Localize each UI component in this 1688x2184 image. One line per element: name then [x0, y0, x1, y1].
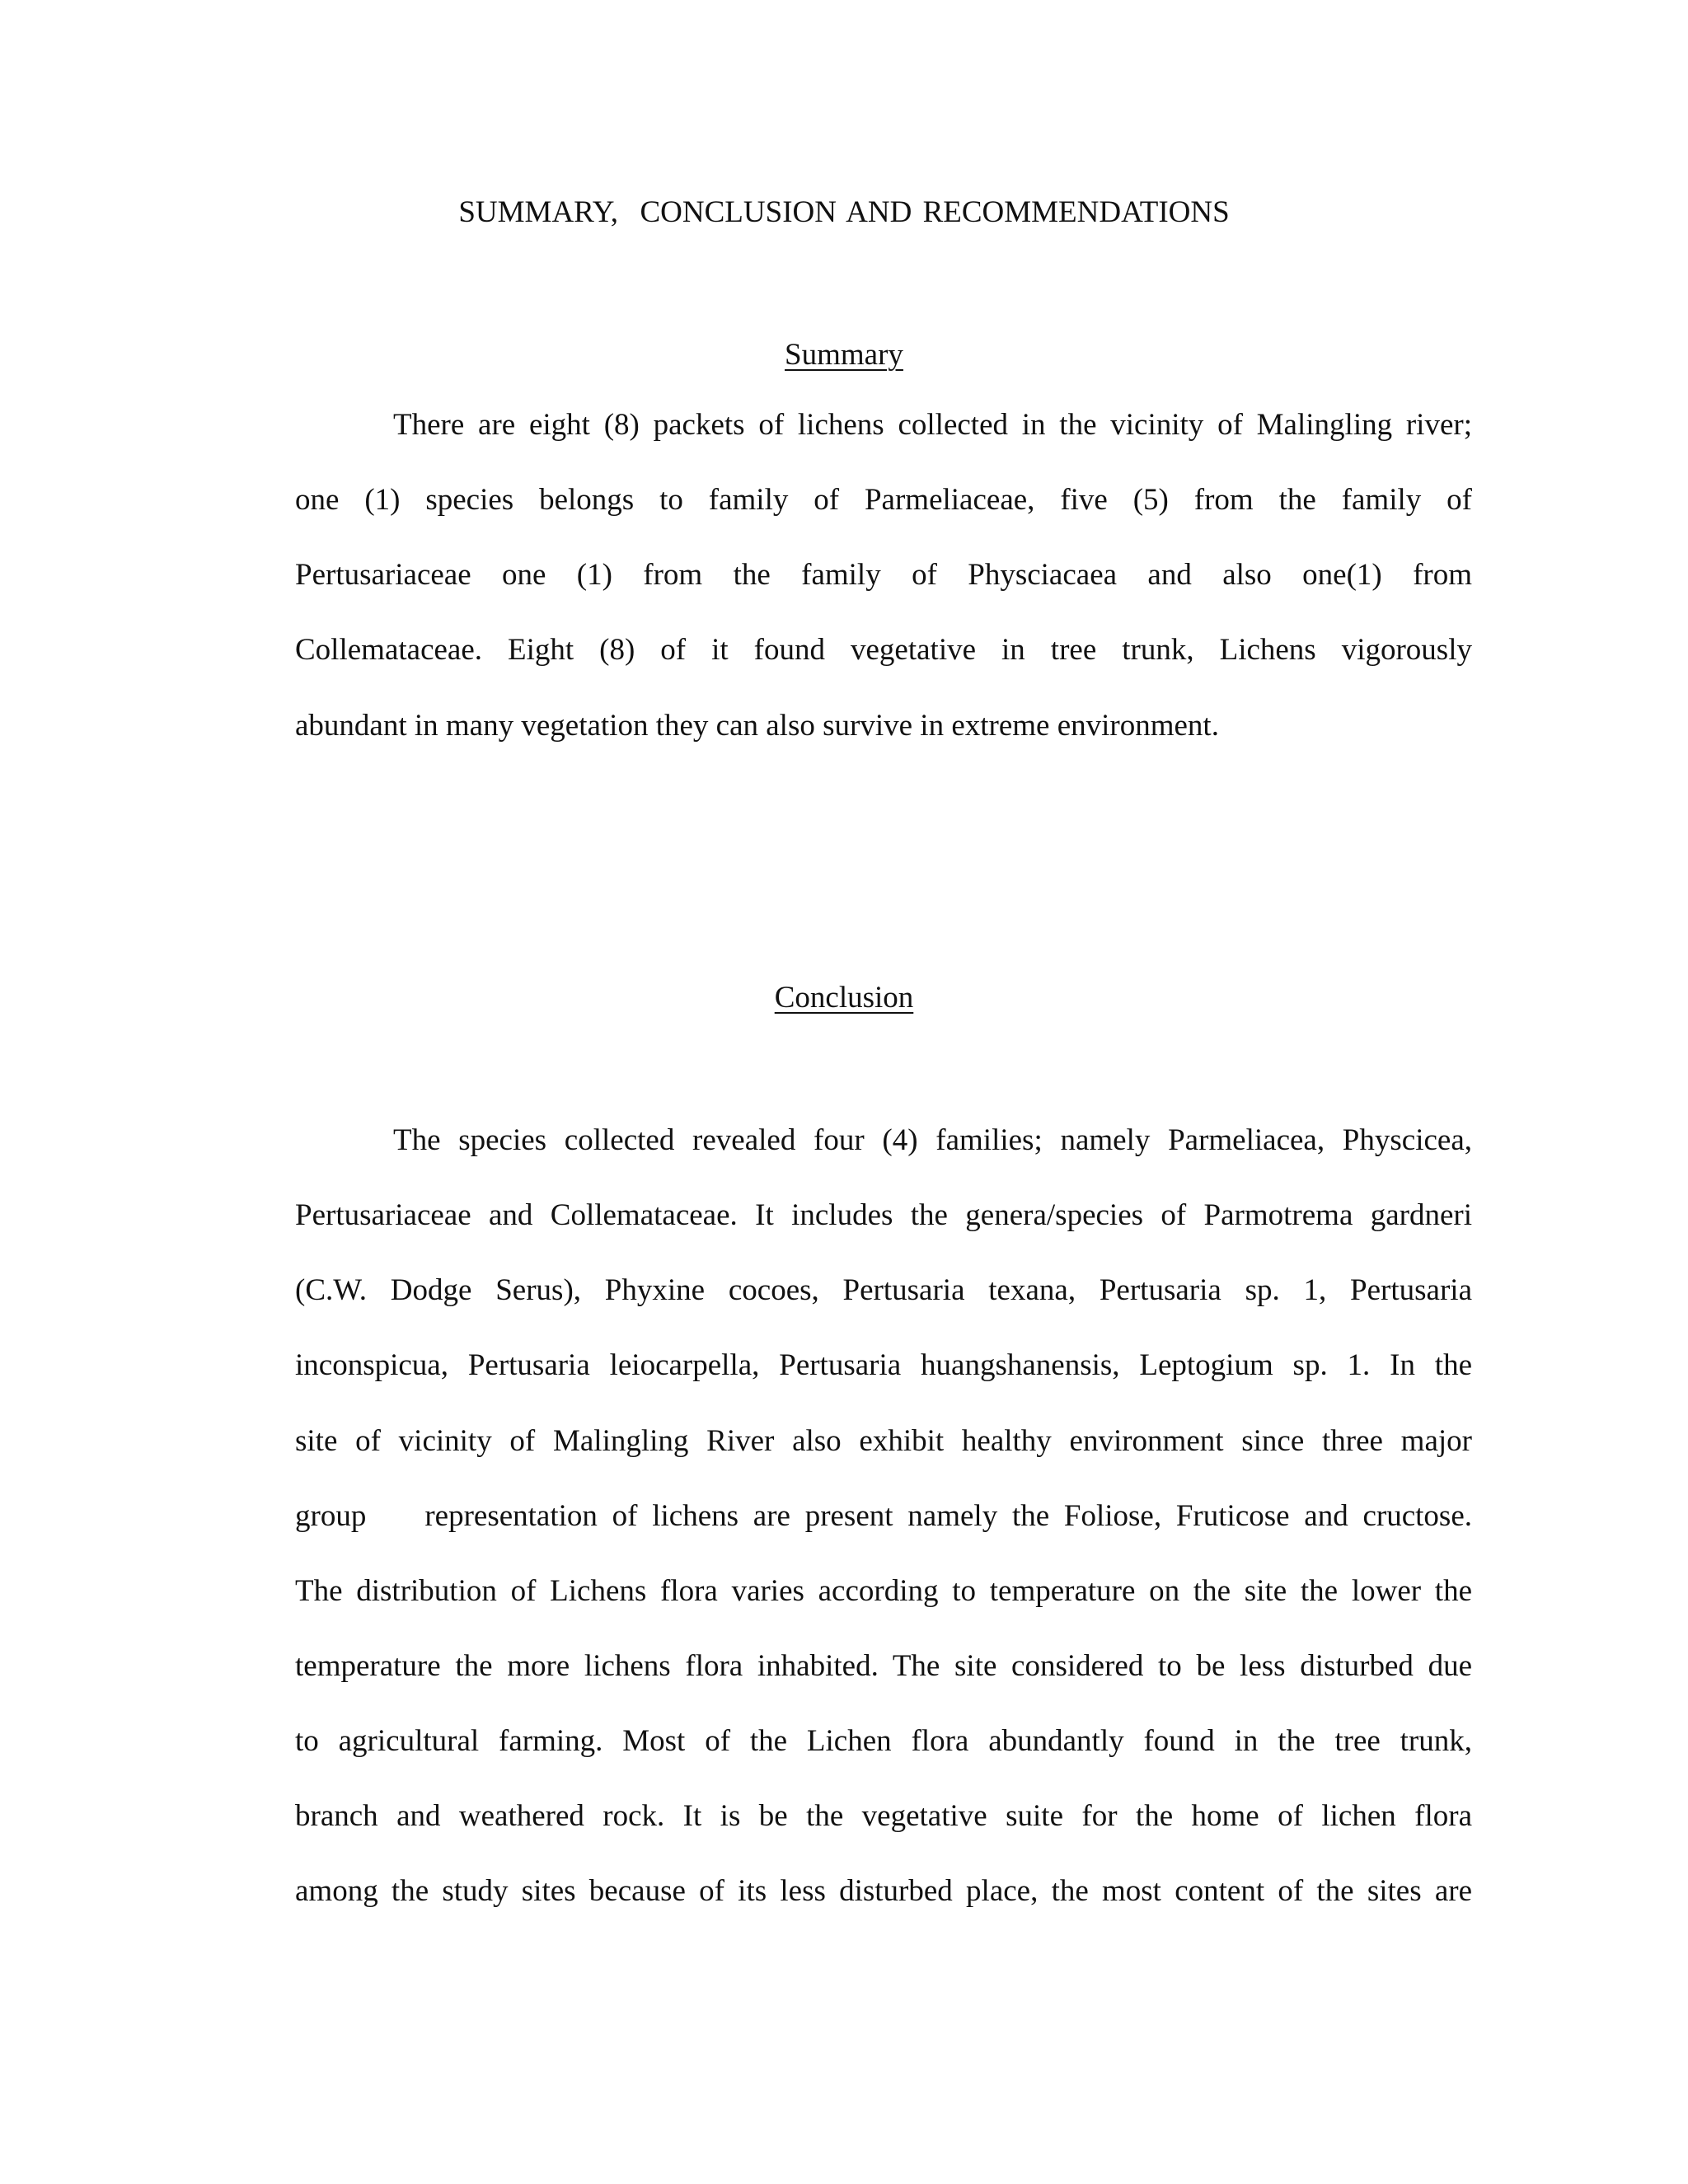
conclusion-line: (C.W. Dodge Serus), Phyxine cocoes, Pertusaria texana, Pertusaria sp. 1, Pertusaria: [295, 1273, 1472, 1307]
conclusion-line: Pertusariaceae and Collemataceae. It includes the genera/species of Parmotrema gardneri: [295, 1198, 1472, 1232]
conclusion-line: The distribution of Lichens flora varies according to temperature on the site the lower the: [295, 1574, 1472, 1608]
conclusion-line: to agricultural farming. Most of the Lichen flora abundantly found in the tree trunk,: [295, 1724, 1472, 1758]
conclusion-heading-text: Conclusion: [774, 981, 914, 1015]
chapter-title: SUMMARY, CONCLUSION AND RECOMMENDATIONS: [458, 195, 1230, 229]
conclusion-heading: [0, 977, 1688, 1019]
conclusion-line: branch and weathered rock. It is be the vegetative suite for the home of lichen flora: [295, 1799, 1472, 1833]
conclusion-line: temperature the more lichens flora inhabited. The site considered to be less disturbed due: [295, 1649, 1472, 1683]
summary-line: abundant in many vegetation they can also survive in extreme environment.: [295, 709, 1219, 743]
summary-heading: [0, 334, 1688, 377]
summary-line: There are eight (8) packets of lichens collected in the vicinity of Malingling river;: [393, 408, 1472, 442]
conclusion-line: among the study sites because of its less disturbed place, the most content of the sites are: [295, 1874, 1472, 1908]
conclusion-line: site of vicinity of Malingling River also exhibit healthy environment since three major: [295, 1424, 1472, 1458]
conclusion-line: group representation of lichens are present namely the Foliose, Fruticose and cructose.: [295, 1499, 1472, 1533]
summary-line: one (1) species belongs to family of Parmeliaceae, five (5) from the family of: [295, 483, 1472, 517]
summary-line: Pertusariaceae one (1) from the family of Physciacaea and also one(1) from: [295, 558, 1472, 592]
summary-heading-text: Summary: [785, 338, 903, 372]
conclusion-line: inconspicua, Pertusaria leiocarpella, Pertusaria huangshanensis, Leptogium sp. 1. In the: [295, 1348, 1472, 1382]
conclusion-line: The species collected revealed four (4) families; namely Parmeliacea, Physcicea,: [393, 1123, 1472, 1157]
summary-line: Collemataceae. Eight (8) of it found vegetative in tree trunk, Lichens vigorously: [295, 633, 1472, 667]
